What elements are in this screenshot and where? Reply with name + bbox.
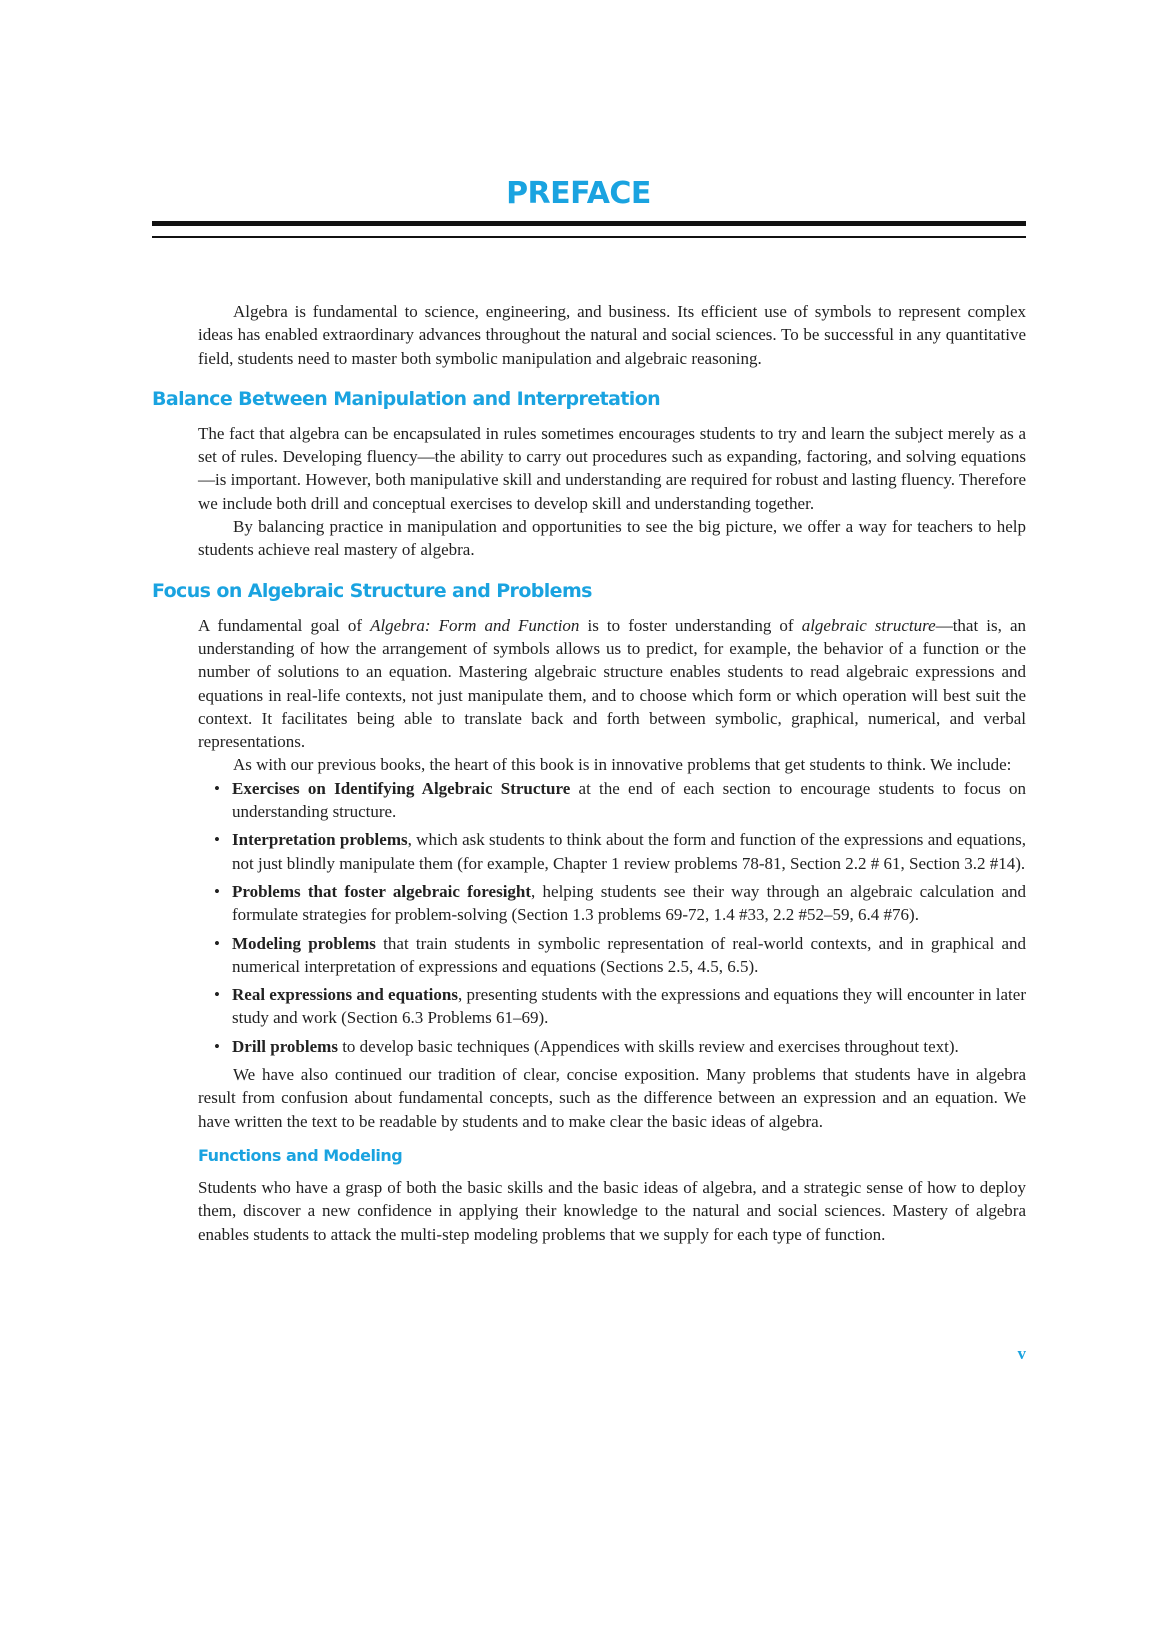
bullet-icon: • bbox=[214, 778, 220, 798]
term-algebraic-structure: algebraic structure bbox=[801, 615, 936, 635]
list-item: • Interpretation problems, which ask students to think about the form and function of the expressions and equations, not just blindly manipulate them (for example, Chapter 1 review problems 78-81, Section 2.2 # 61, Section 3.2 #14). bbox=[214, 830, 1026, 873]
list-item: • Problems that foster algebraic foresight, helping students see their way through an algebraic calculation and formulate strategies for problem-solving (Section 1.3 problems 69-72, 1.4 #33, 2.2 #52–59, 6.4 #76). bbox=[214, 881, 1026, 925]
intro-paragraph: Algebra is fundamental to science, engineering, and business. Its efficient use of symbols to represent complex ideas has enabled extraordinary advances throughout the natural and social sciences. To be successful in any quantitative field, students need to master both symbolic manipulation and algebraic reasoning. bbox=[198, 302, 1026, 368]
bullet-icon: • bbox=[214, 830, 220, 850]
subsection-heading-functions: Functions and Modeling bbox=[198, 1145, 403, 1165]
balance-paragraph-2: By balancing practice in manipulation and opportunities to see the big picture, we offer a way for teachers to help students achieve real mastery of algebra. bbox=[198, 517, 1026, 560]
structure-paragraph-2: As with our previous books, the heart of this book is in innovative problems that get students to think. We include: bbox=[233, 755, 1012, 775]
section-heading-balance: Balance Between Manipulation and Interpretation bbox=[152, 387, 661, 410]
balance-paragraph-1: The fact that algebra can be encapsulated in rules sometimes encourages students to try and learn the subject merely as a set of rules. Developing fluency—the ability to carry out procedures such as expanding, factoring, and solving equations—is important. However, both manipulative skill and understanding are required for robust and lasting fluency. Therefore we include both drill and conceptual exercises to develop skill and understanding together. bbox=[198, 423, 1026, 513]
preface-content bbox=[152, 300, 1026, 1246]
list-item: • Drill problems to develop basic techniques (Appendices with skills review and exercises throughout text). bbox=[232, 1035, 1026, 1058]
list-item: • Modeling problems that train students in symbolic representation of real-world contexts, and in graphical and numerical interpretation of expressions and equations (Sections 2.5, 4.5, 6.5). bbox=[214, 933, 1026, 976]
feature-list bbox=[152, 777, 1026, 1058]
section-heading-structure: Focus on Algebraic Structure and Problems bbox=[152, 579, 592, 602]
functions-paragraph: Students who have a grasp of both the basic skills and the basic ideas of algebra, and a strategic sense of how to deploy them, discover a new confidence in applying their knowledge to the natural and social sciences. Mastery of algebra enables students to attack the multi-step modeling problems that we supply for each type of function. bbox=[198, 1177, 1026, 1244]
structure-paragraph-3: We have also continued our tradition of clear, concise exposition. Many problems that students have in algebra result from confusion about fundamental concepts, such as the difference between an expression and an equation. We have written the text to be readable by students and to make clear the basic ideas of algebra. bbox=[198, 1065, 1026, 1131]
page-number: v bbox=[1017, 1344, 1026, 1363]
title-rule-thin bbox=[152, 236, 1026, 238]
list-item: • Exercises on Identifying Algebraic Structure at the end of each section to encourage students to focus on understanding structure. bbox=[214, 778, 1026, 822]
bullet-icon: • bbox=[214, 985, 220, 1005]
structure-paragraph-1: A fundamental goal of Algebra: Form and Function is to foster understanding of algebraic structure—that is, an understanding of how the arrangement of symbols allows us to predict, for example, the behavior of a function or the number of solutions to an equation. Mastering algebraic structure enables students to read algebraic expressions and equations in real-life contexts, not just manipulate them, and to choose which form or which operation will best suit the context. It facilitates being able to translate back and forth between symbolic, graphical, numerical, and verbal representations. bbox=[198, 615, 1026, 752]
list-item: • Real expressions and equations, presenting students with the expressions and equations they will encounter in later study and work (Section 6.3 Problems 61–69). bbox=[214, 985, 1026, 1028]
title-rule-thick bbox=[152, 221, 1026, 226]
bullet-icon: • bbox=[214, 933, 220, 953]
bullet-icon: • bbox=[214, 881, 220, 901]
book-title: Algebra: Form and Function bbox=[370, 615, 580, 635]
bullet-icon: • bbox=[214, 1036, 220, 1056]
page-title: PREFACE bbox=[506, 176, 651, 211]
